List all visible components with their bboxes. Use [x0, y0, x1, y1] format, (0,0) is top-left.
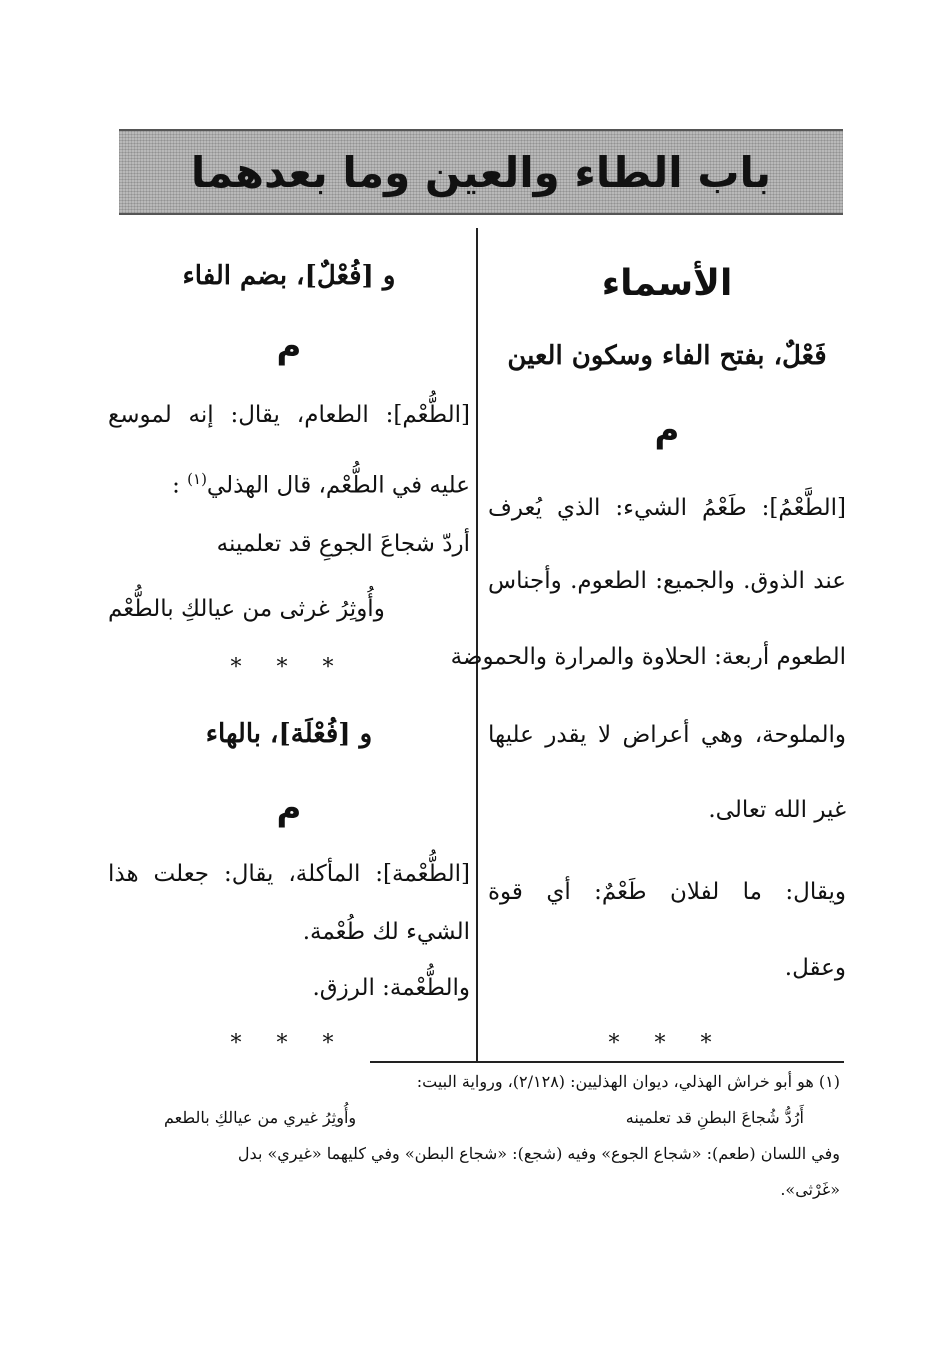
chapter-title: باب الطاء والعين وما بعدهما — [190, 147, 772, 197]
entry-colon: : — [172, 472, 180, 499]
entry-line: [الطُّعْمة]: المأكلة، يقال: جعلت هذا — [108, 861, 470, 887]
entry-line: عند الذوق. والجميع: الطعوم. وأجناس — [488, 568, 846, 594]
entry-line: والملوحة، وهي أعراض لا يقدر عليها — [488, 722, 846, 748]
section-heading: الأسماء — [601, 263, 733, 304]
letter-heading: م — [654, 410, 680, 450]
footnote-verse: أَرُدُّ شُجاعَ البطنِ قد تعلمينه — [625, 1108, 804, 1127]
left-column — [108, 228, 470, 1068]
pattern-heading: فَعْلٌ، بفتح الفاء وسكون العين — [507, 341, 827, 371]
right-column — [450, 228, 846, 1068]
entry-line: [الطُّعْم]: الطعام، يقال: إنه لموسع — [108, 402, 470, 428]
letter-heading: م — [276, 326, 302, 366]
entry-text: عليه في الطُّعْم، قال الهذلي — [206, 472, 470, 499]
entry-line: غير الله تعالى. — [708, 797, 846, 823]
footnote-verse: وأُوثِرُ غيري من عيالكِ بالطعم — [164, 1108, 357, 1127]
entry-line: وعقل. — [784, 955, 846, 981]
entry-line: والطُّعْمة: الرزق. — [312, 975, 470, 1001]
entry-line: ويقال: ما لفلان طَعْمٌ: أي قوة — [488, 879, 846, 905]
verse-line: أردّ شجاعَ الجوعِ قد تعلمينه — [216, 531, 470, 557]
entry-line — [108, 463, 470, 502]
verse-line: وأُوثِرُ غرثى من عيالكِ بالطُّعْم — [108, 596, 385, 622]
entry-line: الطعوم أربعة: الحلاوة والمرارة والحموضة — [450, 644, 846, 670]
separator-stars: * * * — [230, 655, 348, 680]
footnote-line: «غَرْثى». — [780, 1180, 840, 1199]
footnote-reference: (١) — [187, 470, 207, 488]
footnote-line: (١) هو أبو خراش الهذلي، ديوان الهذليين: (٢/١٢٨)، ورواية البيت: — [416, 1072, 840, 1091]
separator-stars: * * * — [608, 1031, 726, 1056]
entry-line: الشيء لك طُعْمة. — [302, 919, 470, 945]
footnote-line: وفي اللسان (طعم): «شجاع الجوع» وفيه (شجع): «شجاع البطن» وفي كليهما «غيري» بدل — [237, 1144, 840, 1163]
chapter-banner — [119, 129, 843, 215]
pattern-heading: و [فُعْلَة]، بالهاء — [205, 719, 373, 749]
letter-heading: م — [276, 788, 302, 828]
footnote-rule — [370, 1061, 844, 1063]
entry-line: [الطَّعْمُ]: طَعْمُ الشيء: الذي يُعرف — [488, 495, 846, 521]
pattern-heading: و [فُعْلٌ]، بضم الفاء — [182, 261, 396, 291]
separator-stars: * * * — [230, 1031, 348, 1056]
